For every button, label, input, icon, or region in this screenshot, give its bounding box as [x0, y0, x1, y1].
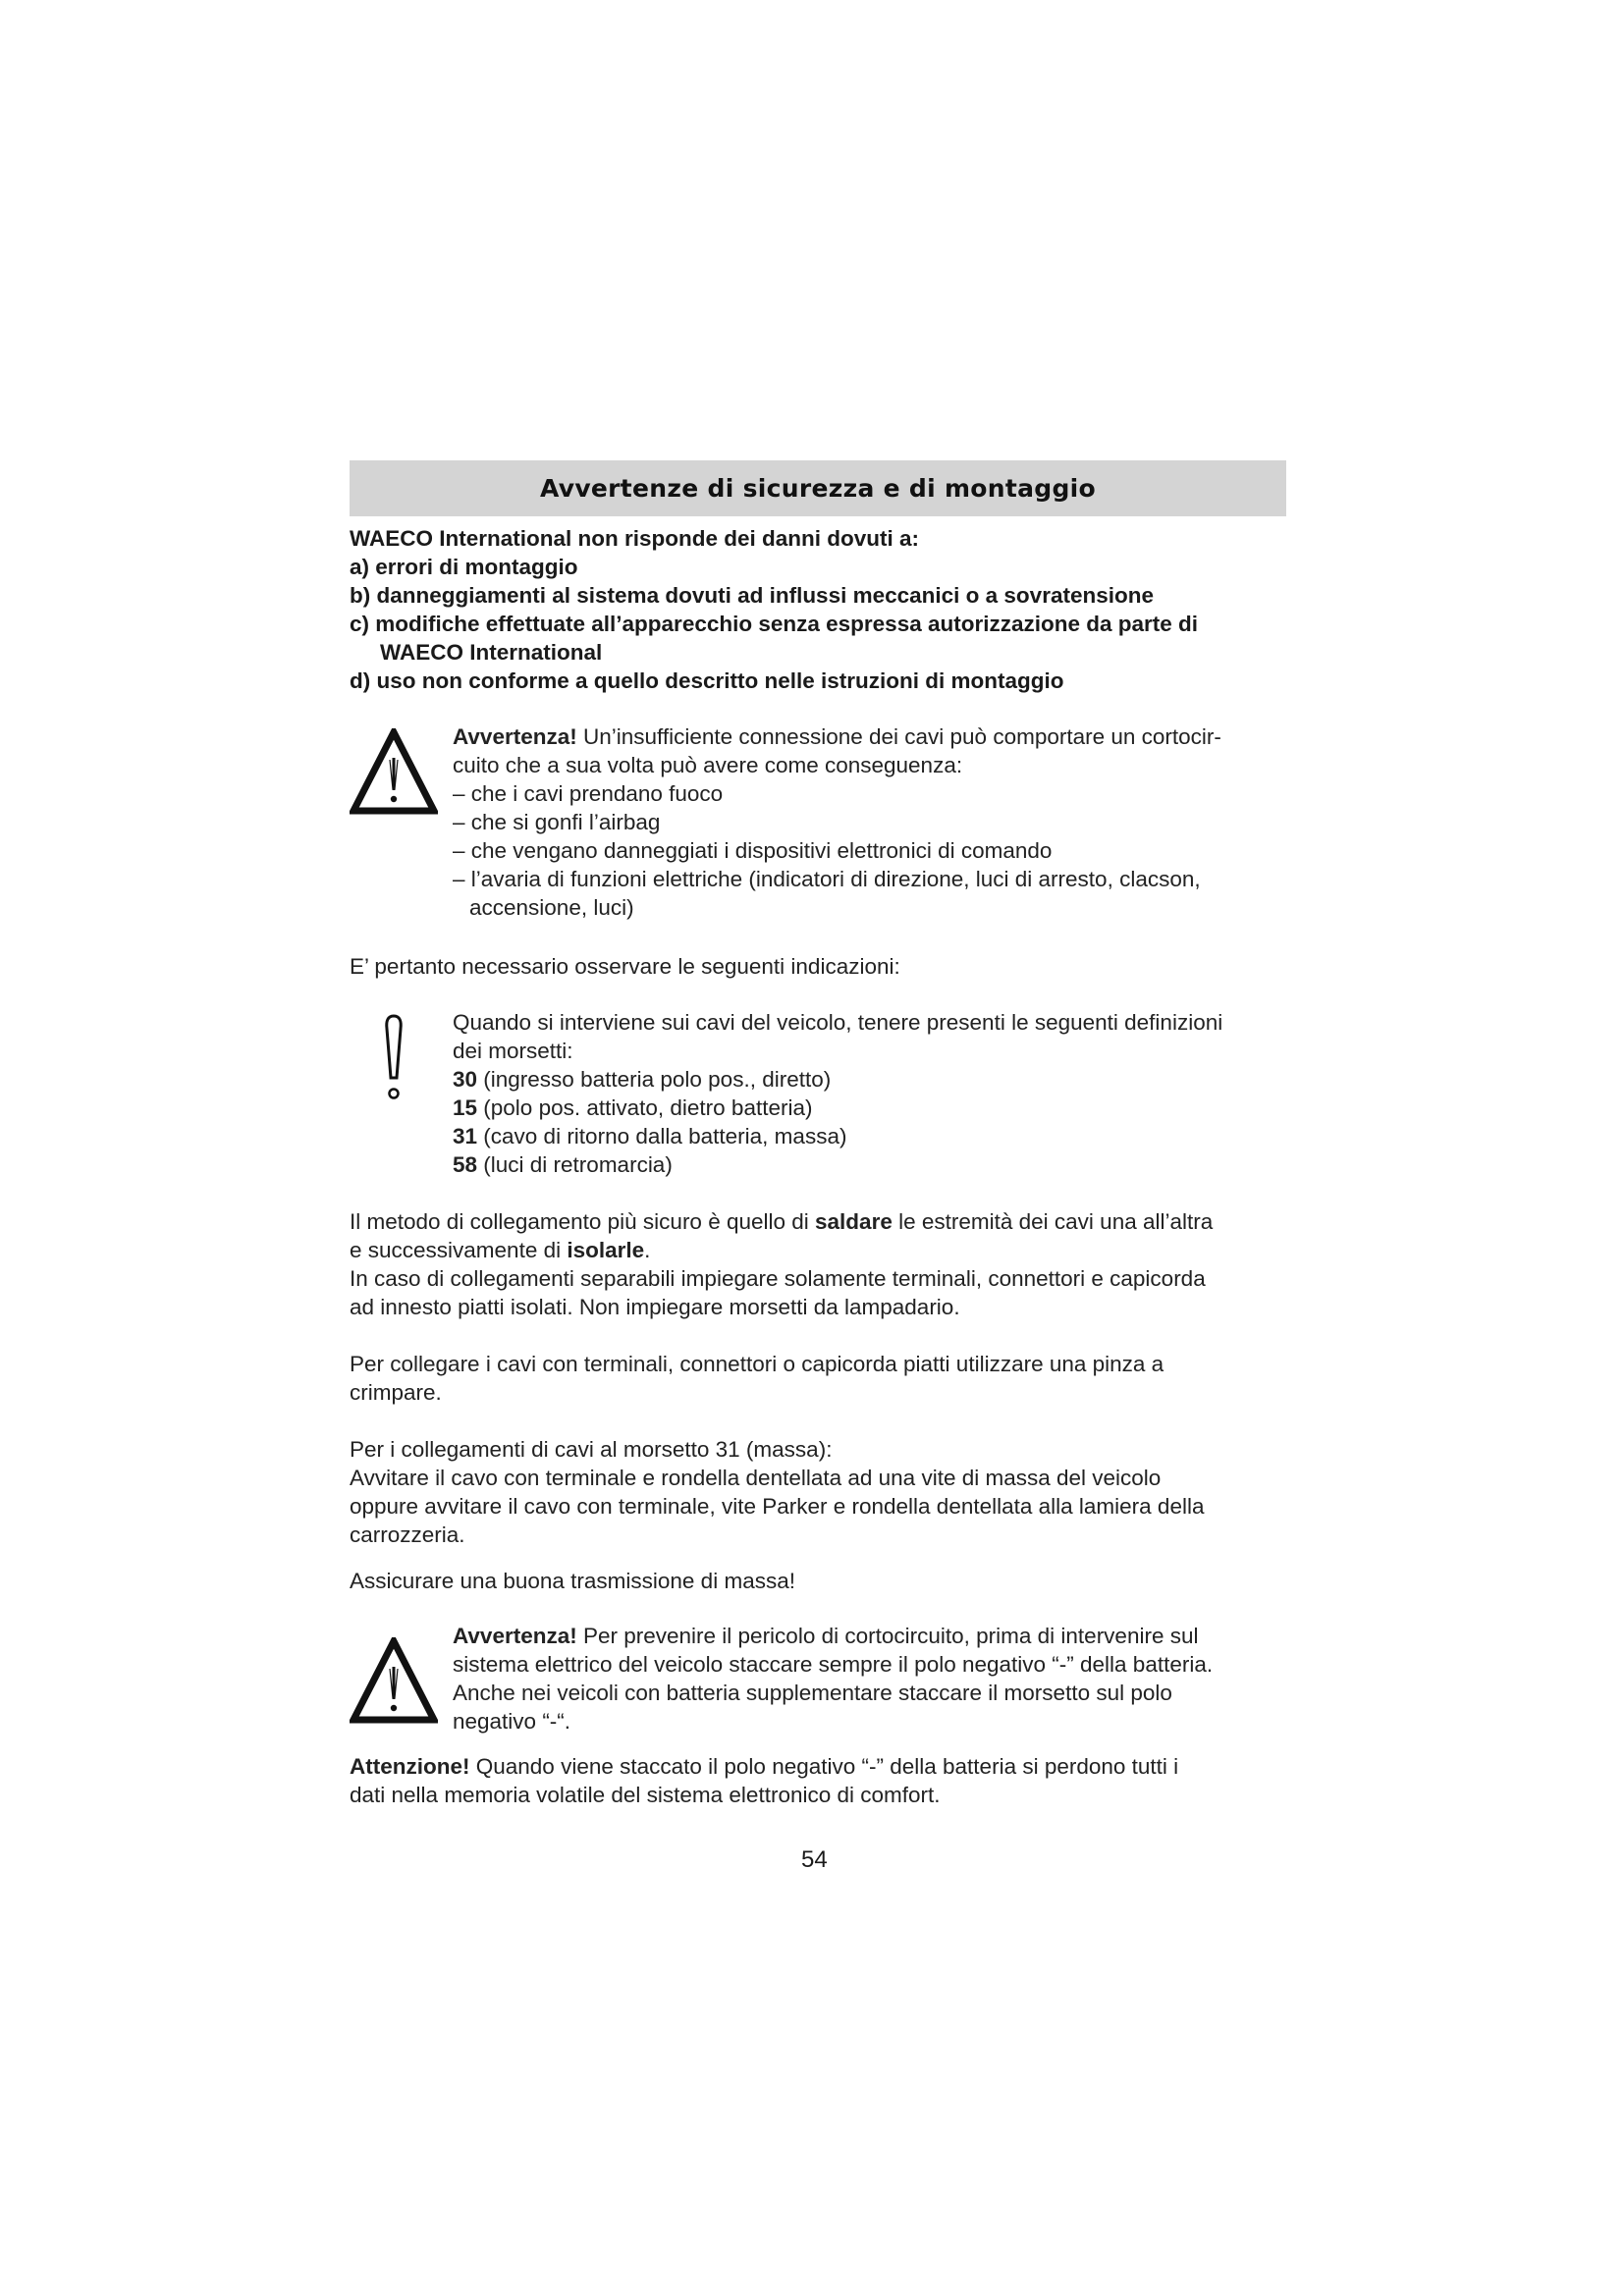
- paragraph-line: Il metodo di collegamento più sicuro è quello di saldare le estremità dei cavi una all’altra: [350, 1209, 1214, 1234]
- attention-text: Attenzione! Quando viene staccato il polo negativo “-” della batteria si perdono tutti i: [350, 1754, 1179, 1779]
- warning-label: Avvertenza!: [453, 1624, 577, 1648]
- paragraph-line: ad innesto piatti isolati. Non impiegare morsetti da lampadario.: [350, 1295, 960, 1319]
- terminal-definition: 31 (cavo di ritorno dalla batteria, massa): [453, 1124, 847, 1148]
- paragraph-line: Avvitare il cavo con terminale e rondella dentellata ad una vite di massa del veicolo: [350, 1466, 1162, 1490]
- warning-bullet: – che vengano danneggiati i dispositivi elettronici di comando: [453, 838, 1053, 863]
- warning-bullet: – l’avaria di funzioni elettriche (indicatori di direzione, luci di arresto, clacson,: [453, 867, 1201, 891]
- terminal-definition: 58 (luci di retromarcia): [453, 1152, 673, 1177]
- warning-text: cuito che a sua volta può avere come conseguenza:: [453, 753, 963, 777]
- note-text: Quando si interviene sui cavi del veicolo, tenere presenti le seguenti definizioni: [453, 1010, 1223, 1035]
- liability-item: a) errori di montaggio: [350, 555, 578, 579]
- page-title: Avvertenze di sicurezza e di montaggio: [539, 474, 1097, 503]
- warning-text: sistema elettrico del veicolo staccare sempre il polo negativo “-” della batteria.: [453, 1652, 1214, 1677]
- paragraph-line: In caso di collegamenti separabili impiegare solamente terminali, connettori e capicorda: [350, 1266, 1206, 1291]
- page-number: 54: [801, 1846, 828, 1873]
- warning-bullet: – che i cavi prendano fuoco: [453, 781, 724, 806]
- warning-triangle-icon: [350, 728, 438, 815]
- warning-text: negativo “-“.: [453, 1709, 571, 1734]
- liability-item: d) uso non conforme a quello descritto nelle istruzioni di montaggio: [350, 668, 1064, 693]
- paragraph-line: Per i collegamenti di cavi al morsetto 31 (massa):: [350, 1437, 833, 1462]
- terminal-definition: 15 (polo pos. attivato, dietro batteria): [453, 1095, 813, 1120]
- warning-bullet: – che si gonfi l’airbag: [453, 810, 661, 834]
- warning-text: Avvertenza! Per prevenire il pericolo di cortocircuito, prima di intervenire sul: [453, 1624, 1199, 1648]
- liability-item: b) danneggiamenti al sistema dovuti ad influssi meccanici o a sovratensione: [350, 583, 1154, 608]
- note-text: dei morsetti:: [453, 1039, 573, 1063]
- section-title-bar: [350, 460, 1286, 516]
- warning-triangle-icon: [350, 1637, 438, 1724]
- liability-item: WAECO International: [380, 640, 603, 665]
- paragraph-line: e successivamente di isolarle.: [350, 1238, 651, 1262]
- exclamation-icon: [381, 1013, 406, 1103]
- terminal-definition: 30 (ingresso batteria polo pos., diretto): [453, 1067, 832, 1092]
- warning-label: Avvertenza!: [453, 724, 577, 749]
- liability-item: c) modifiche effettuate all’apparecchio senza espressa autorizzazione da parte di: [350, 612, 1199, 636]
- paragraph-line: oppure avvitare il cavo con terminale, vite Parker e rondella dentellata alla lamiera della: [350, 1494, 1205, 1519]
- ground-note: Assicurare una buona trasmissione di massa!: [350, 1569, 795, 1593]
- paragraph-line: Per collegare i cavi con terminali, connettori o capicorda piatti utilizzare una pinza a: [350, 1352, 1164, 1376]
- attention-text: dati nella memoria volatile del sistema elettronico di comfort.: [350, 1783, 941, 1807]
- warning-text: Anche nei veicoli con batteria supplementare staccare il morsetto sul polo: [453, 1681, 1172, 1705]
- note-intro: E’ pertanto necessario osservare le seguenti indicazioni:: [350, 954, 900, 979]
- warning-bullet: accensione, luci): [469, 895, 634, 920]
- paragraph-line: crimpare.: [350, 1380, 442, 1405]
- liability-intro: WAECO International non risponde dei danni dovuti a:: [350, 526, 920, 551]
- warning-text: Avvertenza! Un’insufficiente connessione dei cavi può comportare un cortocir-: [453, 724, 1221, 749]
- attention-label: Attenzione!: [350, 1754, 470, 1779]
- paragraph-line: carrozzeria.: [350, 1522, 465, 1547]
